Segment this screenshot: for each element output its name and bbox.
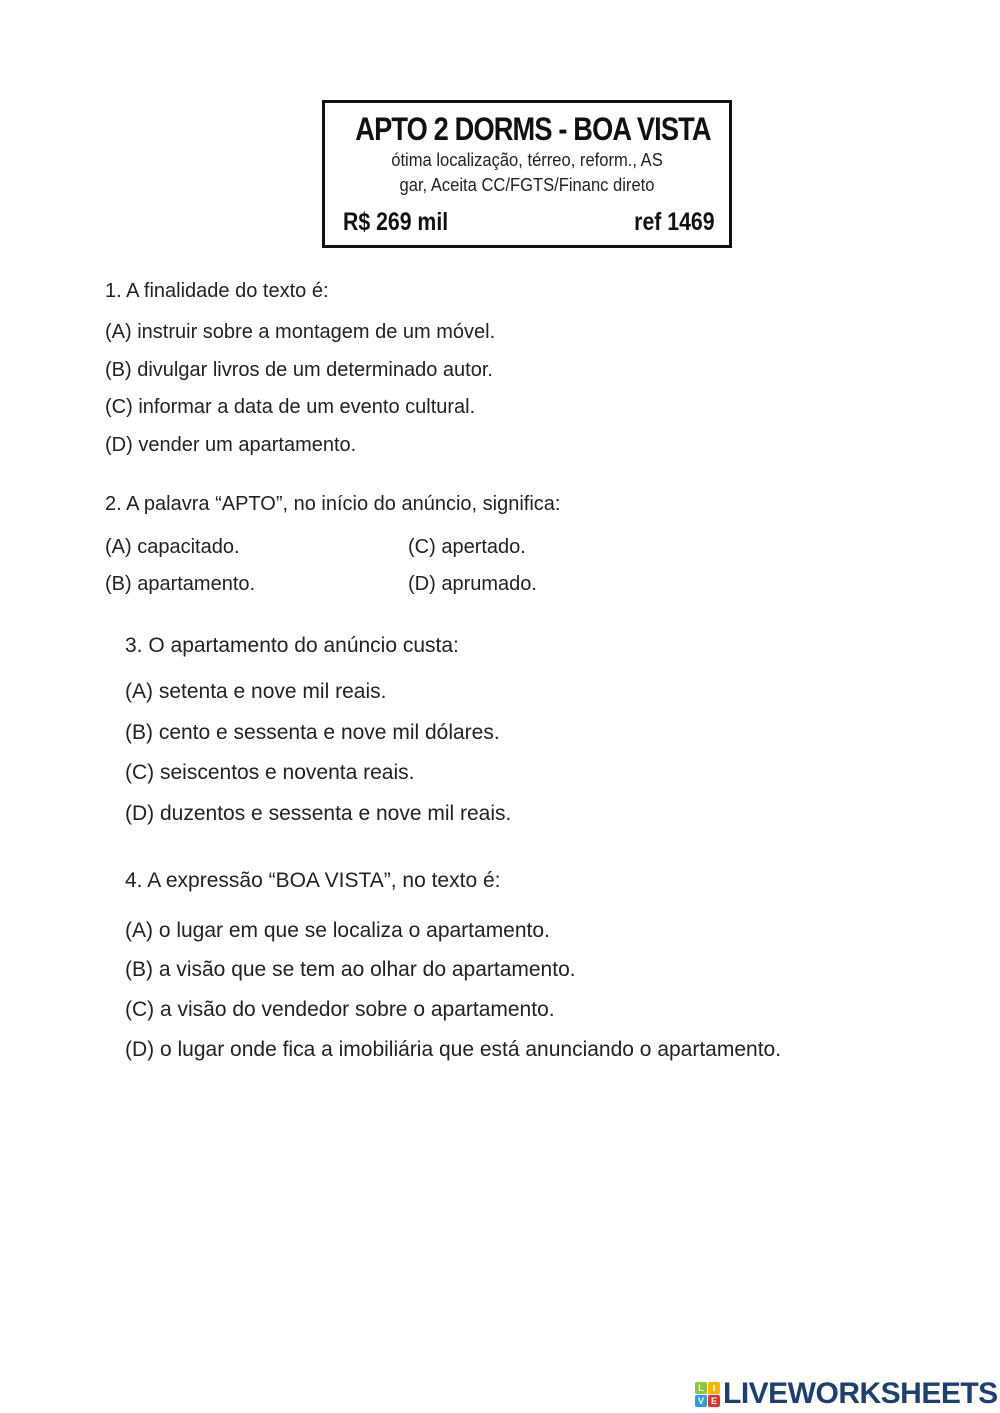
option[interactable]: (B) divulgar livros de um determinado autor. [105, 359, 493, 381]
question-4: 4. A expressão “BOA VISTA”, no texto é: [125, 869, 501, 892]
option[interactable]: (D) duzentos e sessenta e nove mil reais. [125, 802, 512, 825]
logo-letter: E [708, 1395, 720, 1407]
question-3: 3. O apartamento do anúncio custa: [125, 634, 459, 657]
option[interactable]: (A) setenta e nove mil reais. [125, 680, 387, 703]
option[interactable]: (D) o lugar onde fica a imobiliária que está anunciando o apartamento. [125, 1038, 782, 1061]
option[interactable]: (C) a visão do vendedor sobre o apartamento. [125, 998, 555, 1021]
option[interactable]: (B) apartamento. [105, 573, 256, 595]
option[interactable]: (A) capacitado. [105, 536, 240, 558]
ad-price: R$ 269 mil [343, 208, 449, 236]
option[interactable]: (B) a visão que se tem ao olhar do apartamento. [125, 958, 576, 981]
logo-letter: I [708, 1382, 720, 1394]
option[interactable]: (C) seiscentos e noventa reais. [125, 761, 415, 784]
ad-ref: ref 1469 [634, 208, 715, 236]
liveworksheets-logo [695, 1377, 998, 1411]
question-1: 1. A finalidade do texto é: [105, 280, 329, 302]
logo-letter: L [695, 1382, 707, 1394]
logo-text: LIVEWORKSHEETS [723, 1377, 998, 1410]
classified-ad [322, 100, 732, 248]
ad-description-line: gar, Aceita CC/FGTS/Financ direto [399, 175, 655, 195]
option[interactable]: (A) instruir sobre a montagem de um móvel. [105, 321, 496, 343]
option[interactable]: (C) informar a data de um evento cultural. [105, 396, 476, 418]
question-2: 2. A palavra “APTO”, no início do anúncio, significa: [105, 493, 561, 515]
option[interactable]: (D) vender um apartamento. [105, 434, 357, 456]
option[interactable]: (D) aprumado. [408, 573, 537, 595]
logo-letter: V [695, 1395, 707, 1407]
ad-title: APTO 2 DORMS - BOA VISTA [355, 111, 711, 147]
option[interactable]: (A) o lugar em que se localiza o apartamento. [125, 919, 550, 942]
ad-description-line: ótima localização, térreo, reform., AS [391, 150, 663, 170]
logo-mark-icon [695, 1382, 720, 1407]
option[interactable]: (C) apertado. [408, 536, 526, 558]
option[interactable]: (B) cento e sessenta e nove mil dólares. [125, 721, 500, 744]
